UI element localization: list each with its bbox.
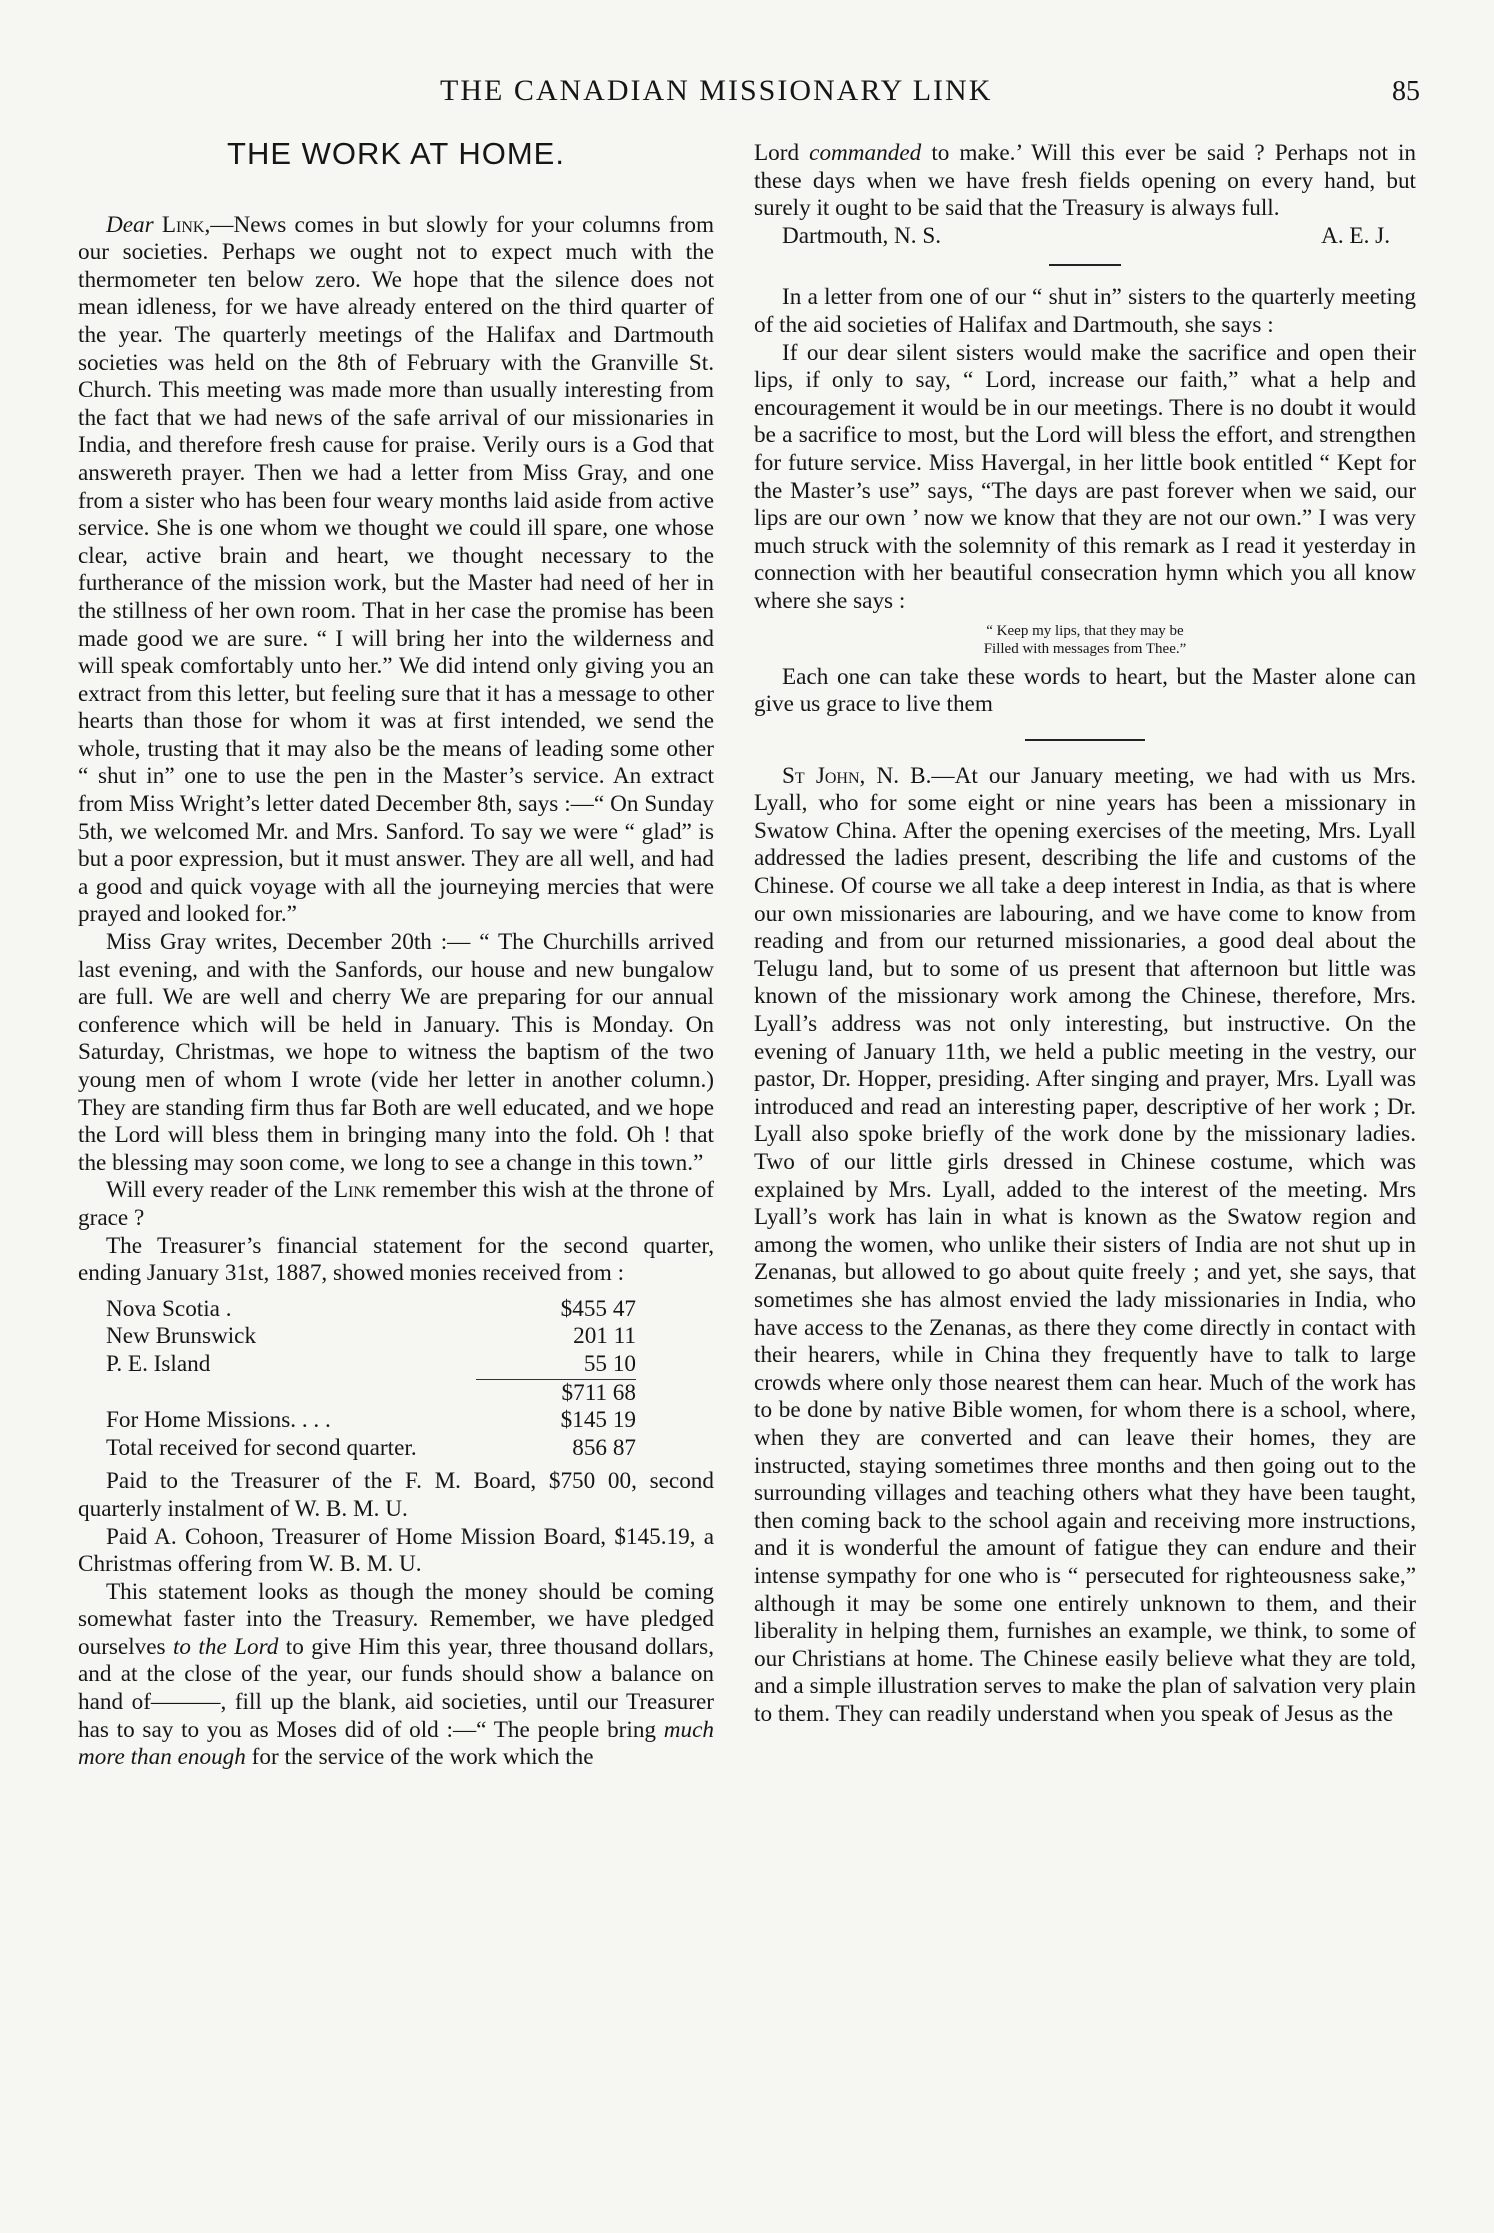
- divider: [1049, 264, 1121, 266]
- shut-in-letter: If our dear silent sisters would make the sacrifice and open their lips, if only to say, “ Lord, increase our faith,” what a help and encouragement it would be in our meetings. There is no doubt it would be a sacrifice to most, but the Lord will bless the effort, and strengthen for future service. Miss Havergal, in her little book entitled “ Kept for the Master’s use” says, “The days are past forever when we said, our lips are our own ’ now we know that they are not our own.” I was very much struck with the solemnity of this remark as I read it yesterday in connection with her beautiful consecration hymn which you all know where she says :: [754, 339, 1416, 614]
- fund-amount: $455 47: [560, 1295, 636, 1322]
- signature-initials: A. E. J.: [1321, 222, 1390, 249]
- fund-amount: 55 10: [583, 1350, 636, 1377]
- treasurer-paragraph: The Treasurer’s financial statement for the second quarter, ending January 31st, 1887, showed monies received from :: [78, 1232, 714, 1287]
- link-name-inline: Link: [333, 1177, 377, 1204]
- statement-text-a: This statement looks as though the money should be coming somewhat faster into the Treasury. Remember, we have pledged ourselves: [78, 1578, 714, 1660]
- reader-text-a: Will every reader of the: [106, 1177, 328, 1204]
- reader-text-b: remember this wish at the throne of grace ?: [78, 1177, 715, 1231]
- subtotal-row: [78, 1379, 636, 1407]
- total-row: [78, 1435, 636, 1463]
- left-column: [78, 136, 715, 1772]
- report-text: —At our January meeting, we had with us Mrs. Lyall, who for some eight or nine years has been a missionary in Swatow China. After the opening exercises of the meeting, Mrs. Lyall addressed the ladies present, describing the life and customs of the Chinese. Of course we all take a deep interest in India, as that is where our own missionaries are labouring, and we have come to know from reading and from our returned missionaries, a good deal about the Telugu land, but to some of us present that afternoon but little was known of the missionary work among the Chinese, therefore, Mrs. Lyall’s address was not only interesting, but instructive. On the evening of January 11th, we held a public meeting in the vestry, our pastor, Dr. Hopper, presiding. After singing and prayer, Mrs. Lyall was introduced and read an interesting paper, descriptive of her work ; Dr. Lyall also spoke briefly of the work done by the missionary ladies. Two of our little girls dressed in Chinese costume, which was explained by Mrs. Lyall, added to the interest of the meeting. Mrs Lyall’s work has lain in what is known as the Swatow region and among the women, who unlike their sisters of India are not shut up in Zenanas, but allowed to go about quite freely ; and yet, she says, that sometimes she has almost envied the lady missionaries in India, who have access to the Zenanas, as there they come directly in contact with their hearers, while in China they frequently have to talk to large crowds where only those nearest them can hear. Much of the work has to be done by native Bible women, for whom there is a school, where, when they are converted and can leave their homes, they are instructed, staying sometimes three months and then going out to the surrounding villages and teaching others what they have been taught, then coming back to the school again and receiving more instructions, and it is wonderful the amount of fatigue they can endure and their intense sympathy for one who is “ persecuted for righteousness sake,” although it may be some one entirely unknown to them, and their liberality in helping them, furnishes an example, we think, to some of our Christians at home. The Chinese easily believe what they are told, and a simple illustration serves to make the plan of salvation very plain to them. They can readily understand when you speak of Jesus as the: [754, 762, 1416, 1727]
- total-label: Total received for second quarter.: [106, 1434, 417, 1461]
- fund-label: New Brunswick: [106, 1323, 257, 1350]
- letter-paragraph: [78, 212, 714, 929]
- home-missions-label: For Home Missions. . . .: [106, 1407, 331, 1434]
- poem-quote: [754, 622, 1416, 658]
- statement-text-b: to give Him this year, three thousand dollars, and at the close of the year, our funds should show a balance on hand of———, fill up the blank, aid societies, until our Treasurer has to say to you as Moses did of old :—“ The people bring: [78, 1633, 714, 1743]
- page-header: [0, 74, 1494, 114]
- paid-fm-paragraph: Paid to the Treasurer of the F. M. Board, $750 00, second quarterly instalment of W. B. M. U.: [78, 1468, 714, 1522]
- fund-label: Nova Scotia .: [106, 1295, 232, 1322]
- continuation-text-b: to make.’ Will this ever be said ? Perhaps not in these days when we have fresh fields opening on every hand, but surely it ought to be said that the Treasury is always full.: [754, 140, 1417, 222]
- home-missions-amount: $145 19: [560, 1407, 636, 1434]
- reader-paragraph: [78, 1177, 714, 1232]
- statement-text-c: for the service of the work which the: [251, 1744, 594, 1771]
- shut-in-closing: Each one can take these words to heart, but the Master alone can give us grace to live them: [754, 663, 1416, 718]
- signature-place: Dartmouth, N. S.: [782, 222, 942, 249]
- continuation-text-a: Lord: [754, 140, 800, 166]
- continuation-paragraph: [754, 140, 1416, 223]
- table-row: [78, 1296, 636, 1324]
- poem-line: “ Keep my lips, that they may be: [986, 622, 1184, 639]
- paid-hm-paragraph: Paid A. Cohoon, Treasurer of Home Mission Board, $145.19, a Christmas offering from W. B. M. U.: [78, 1523, 714, 1578]
- funds-table: [78, 1296, 636, 1463]
- section-heading: THE WORK AT HOME.: [227, 136, 565, 171]
- statement-emphasis: to the Lord: [172, 1633, 279, 1660]
- statement-paragraph: [78, 1579, 714, 1772]
- fund-label: P. E. Island: [106, 1351, 211, 1378]
- running-title: THE CANADIAN MISSIONARY LINK: [440, 74, 993, 107]
- table-row: [78, 1351, 636, 1379]
- letter-text: ,—News comes in but slowly for your columns from our societies. Perhaps we ought not to expect much with the thermometer ten below zero. We hope that the silence does not mean idleness, for we have already entered on the third quarter of the year. The quarterly meetings of the Halifax and Dartmouth societies was held on the 8th of February with the Granville St. Church. This meeting was made more than usually interesting from the fact that we had news of the safe arrival of our missionaries in India, and therefore fresh cause for praise. Verily ours is a God that answereth prayer. Then we had a letter from Miss Gray, and one from a sister who has been four weary months laid aside from active service. She is one whom we thought we could ill spare, one whose clear, active brain and heart, we thought necessary to the furtherance of the mission work, but the Master had need of her in the stillness of her own room. That in her case the promise has been made good we are sure. “ I will bring her into the wilderness and will speak comfortably unto her.” We did intend only giving you an extract from this letter, but feeling sure that it has a message to other hearts than those for whom it was at first intended, we send the whole, trusting that it may also be the means of leading some other “ shut in” one to use the pen in the Master’s service. An extract from Miss Wright’s letter dated December 8th, says :—“ On Sunday 5th, we welcomed Mr. and Mrs. Sanford. To say we were “ glad” is but a poor expression, but it must answer. They are all well, and had a good and quick voyage with all the journeying mercies that were prayed and looked for.”: [78, 211, 714, 928]
- st-john-report: [754, 763, 1416, 1729]
- total-amount: 856 87: [572, 1434, 636, 1461]
- poem-line: Filled with messages from Thee.”: [983, 640, 1187, 657]
- salutation: Dear: [106, 211, 154, 238]
- statement-emphasis-2: much more than enough: [78, 1716, 715, 1771]
- continuation-emphasis: commanded: [809, 140, 922, 166]
- page-number: 85: [1392, 76, 1420, 107]
- home-missions-row: [78, 1407, 636, 1435]
- signature-line: [754, 223, 1416, 251]
- subtotal-amount: $711 68: [476, 1379, 636, 1407]
- fund-amount: 201 11: [573, 1323, 636, 1350]
- divider: [1025, 739, 1145, 741]
- table-row: [78, 1323, 636, 1351]
- miss-gray-paragraph: Miss Gray writes, December 20th :— “ The Churchills arrived last evening, and with the Sanfords, our house and new bungalow are full. We are well and cherry We are preparing for our annual conference which will be held in January. This is Monday. On Saturday, Christmas, we hope to witness the baptism of the two young men of whom I wrote (vide her letter in another column.) They are standing firm thus far Both are well educated, and we hope the Lord will bless them in bringing many into the fold. Oh ! that the blessing may soon come, we long to see a change in this town.”: [78, 929, 714, 1176]
- link-name: Link: [161, 211, 205, 238]
- report-place: St John, N. B.: [782, 762, 932, 789]
- right-column: [754, 140, 1416, 1728]
- shut-in-intro: In a letter from one of our “ shut in” sisters to the quarterly meeting of the aid societies of Halifax and Dartmouth, she says :: [754, 284, 1416, 338]
